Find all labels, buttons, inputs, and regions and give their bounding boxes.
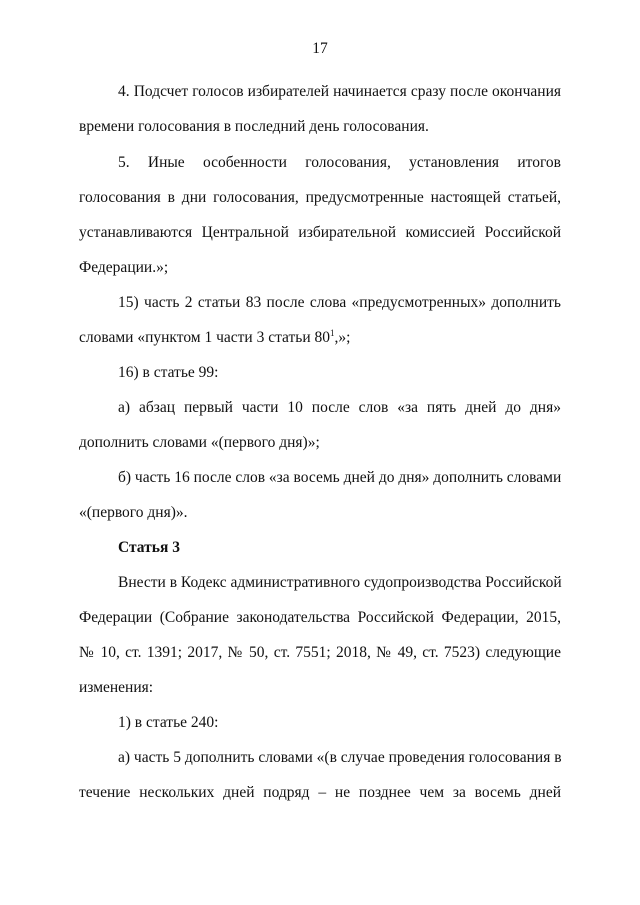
text-line: устанавливаются Центральной избирательной комиссией Российской xyxy=(79,224,561,241)
text-line-with-superscript xyxy=(79,328,561,348)
text-line: голосования в дни голосования, предусмотренные настоящей статьей, xyxy=(79,189,561,206)
text-line: 15) часть 2 статьи 83 после слова «предусмотренных» дополнить xyxy=(118,294,561,311)
text-line: 4. Подсчет голосов избирателей начинается сразу после окончания xyxy=(118,83,561,100)
text-line: а) часть 5 дополнить словами «(в случае проведения голосования в xyxy=(118,749,562,766)
text-line: «(первого дня)». xyxy=(79,504,188,521)
article-heading: Статья 3 xyxy=(118,539,180,556)
superscript: 1 xyxy=(330,328,335,338)
text-line: 5. Иные особенности голосования, установления итогов xyxy=(118,154,561,171)
text-line: б) часть 16 после слов «за восемь дней до дня» дополнить словами xyxy=(118,469,562,486)
text-line: дополнить словами «(первого дня)»; xyxy=(79,434,320,451)
text-line: Внести в Кодекс административного судопроизводства Российской xyxy=(118,574,562,591)
text-fragment: ,»; xyxy=(334,329,351,346)
page-number: 17 xyxy=(312,40,328,57)
text-line: Федерации.»; xyxy=(79,259,169,276)
text-line: Федерации (Собрание законодательства Российской Федерации, 2015, xyxy=(79,609,561,626)
text-line: а) абзац первый части 10 после слов «за пять дней до дня» xyxy=(118,399,561,416)
text-line: № 10, ст. 1391; 2017, № 50, ст. 7551; 2018, № 49, ст. 7523) следующие xyxy=(79,644,561,661)
text-line: времени голосования в последний день голосования. xyxy=(79,118,429,135)
text-line: 1) в статье 240: xyxy=(118,714,219,731)
text-line: 16) в статье 99: xyxy=(118,364,219,381)
text-fragment: словами «пунктом 1 части 3 статьи 80 xyxy=(79,329,331,346)
text-line: течение нескольких дней подряд – не позднее чем за восемь дней xyxy=(79,784,561,801)
text-line: изменения: xyxy=(79,679,154,696)
